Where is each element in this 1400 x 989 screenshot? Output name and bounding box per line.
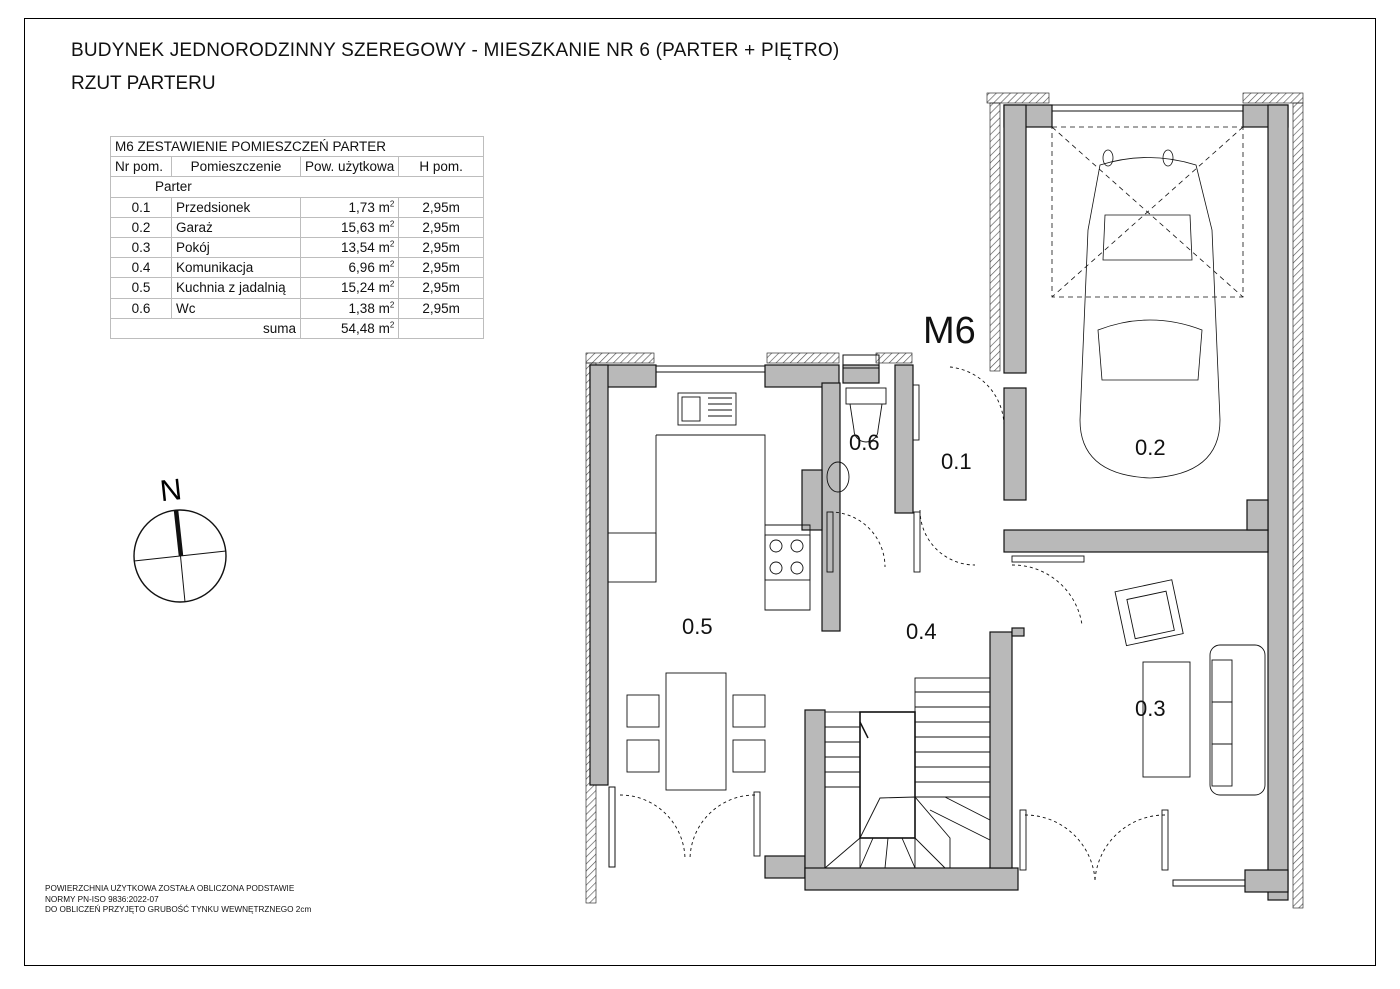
armchair <box>1115 580 1183 646</box>
col-header-height: H pom. <box>399 157 484 177</box>
car-icon <box>1052 127 1243 478</box>
cell-height: 2,95m <box>399 258 484 278</box>
sum-label: suma <box>172 318 301 338</box>
cell-height: 2,95m <box>399 298 484 318</box>
note-line: NORMY PN-ISO 9836:2022-07 <box>45 894 159 904</box>
cell-height: 2,95m <box>399 197 484 217</box>
col-header-area: Pow. użytkowa <box>301 157 399 177</box>
windows <box>609 105 1245 886</box>
table-section-label: Parter <box>111 177 484 197</box>
table-caption: M6 ZESTAWIENIE POMIESZCZEŃ PARTER <box>111 137 484 157</box>
cell-area: 15,24 $m^2$ <box>301 278 399 298</box>
col-header-nr: Nr pom. <box>111 157 172 177</box>
sum-value: 54,48 $m^2$ <box>301 318 399 338</box>
drawing-title: BUDYNEK JEDNORODZINNY SZEREGOWY - MIESZKANIE NR 6 (PARTER + PIĘTRO) <box>71 40 840 61</box>
cell-area: 6,96 $m^2$ <box>301 258 399 278</box>
cell-nr: 0.1 <box>111 197 172 217</box>
kitchen-fixtures <box>608 393 810 790</box>
cell-area: 1,38 $m^2$ <box>301 298 399 318</box>
note-line: DO OBLICZEŃ PRZYJĘTO GRUBOŚĆ TYNKU WEWNĘTRZNEGO 2cm <box>45 905 312 914</box>
room-label-06: 0.6 <box>849 430 880 455</box>
cell-area: 13,54 $m^2$ <box>301 237 399 257</box>
cell-nr: 0.3 <box>111 237 172 257</box>
room-label-04: 0.4 <box>906 619 937 644</box>
cell-nr: 0.6 <box>111 298 172 318</box>
room-label-03: 0.3 <box>1135 696 1166 721</box>
cell-room: Wc <box>172 298 301 318</box>
staircase <box>825 678 990 868</box>
insulation-hatch <box>586 93 1303 908</box>
cell-room: Przedsionek <box>172 197 301 217</box>
col-header-room: Pomieszczenie <box>172 157 301 177</box>
cell-room: Pokój <box>172 237 301 257</box>
cell-nr: 0.5 <box>111 278 172 298</box>
north-arrow-icon <box>134 473 226 602</box>
unit-label: M6 <box>923 310 976 352</box>
north-label: N <box>158 473 184 509</box>
cell-height: 2,95m <box>399 217 484 237</box>
room-label-02: 0.2 <box>1135 435 1166 460</box>
walls <box>590 105 1288 900</box>
cell-area: 1,73 $m^2$ <box>301 197 399 217</box>
cell-nr: 0.4 <box>111 258 172 278</box>
dining-table <box>666 673 726 790</box>
room-label-01: 0.1 <box>941 449 972 474</box>
calculation-note <box>45 884 311 916</box>
sofa <box>1210 645 1265 795</box>
living-room-furniture <box>1115 580 1265 795</box>
cell-height: 2,95m <box>399 278 484 298</box>
cell-area: 15,63 $m^2$ <box>301 217 399 237</box>
cell-height: 2,95m <box>399 237 484 257</box>
cell-room: Garaż <box>172 217 301 237</box>
cell-nr: 0.2 <box>111 217 172 237</box>
drawing-subtitle: RZUT PARTERU <box>71 73 216 94</box>
note-line: POWIERZCHNIA UŻYTKOWA ZOSTAŁA OBLICZONA PODSTAWIE <box>45 884 295 893</box>
cell-room: Kuchnia z jadalnią <box>172 278 301 298</box>
cell-room: Komunikacja <box>172 258 301 278</box>
room-label-05: 0.5 <box>682 614 713 639</box>
